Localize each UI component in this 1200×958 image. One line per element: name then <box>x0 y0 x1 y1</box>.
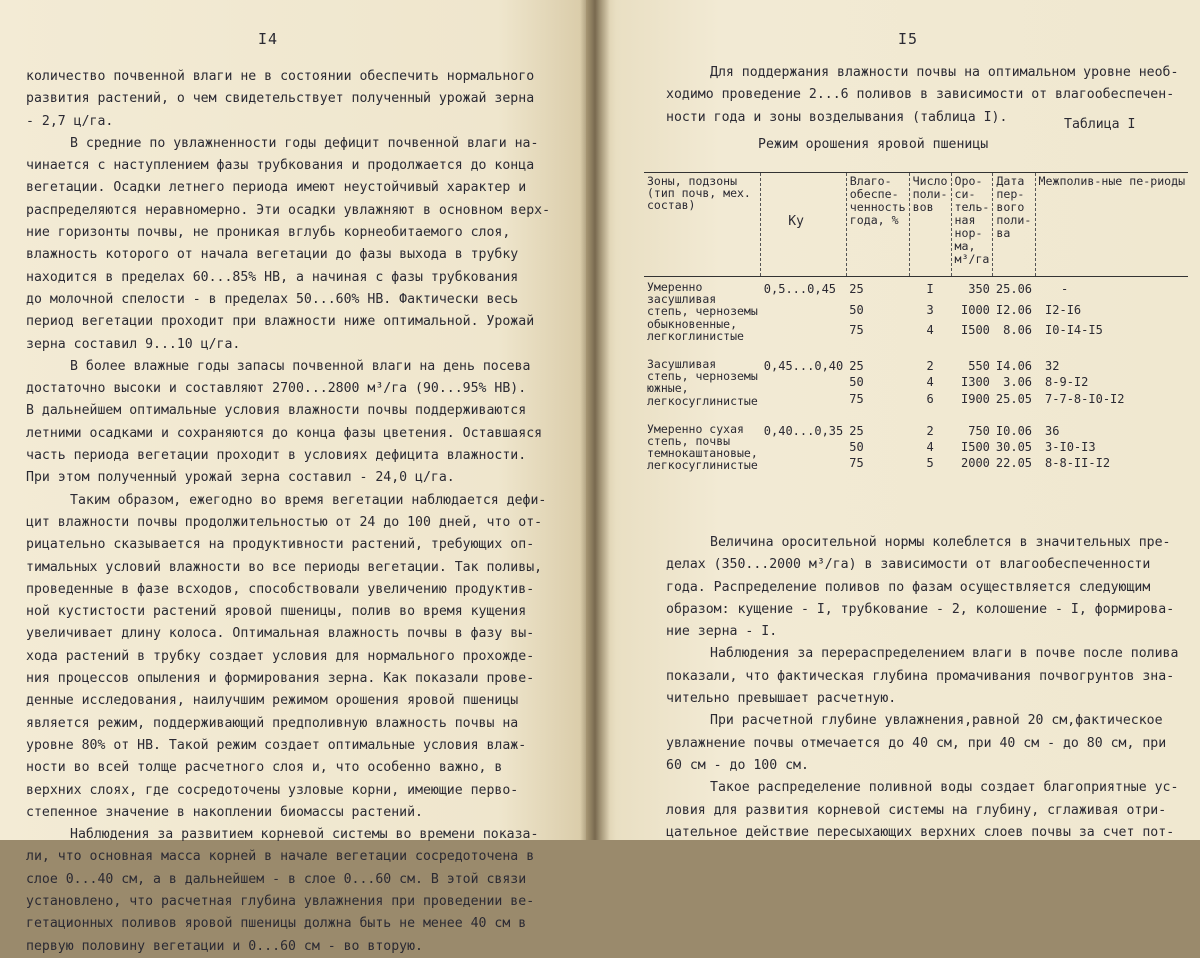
text-line: зерна составил 9...10 ц/га. <box>26 336 241 352</box>
left-page <box>0 0 586 954</box>
text-line: часть периода вегетации проходит в условиях дефицита влажности. <box>26 448 527 464</box>
norm-cell: 2000 <box>961 456 990 471</box>
text-line: показали, что фактическая глубина промачивания почвогрунтов зна- <box>666 668 1175 684</box>
text-line: Такое распределение поливной воды создает благоприятные ус- <box>710 780 1179 796</box>
moisture-cell: 25 <box>849 282 864 296</box>
moisture-cell: 25 <box>849 423 864 438</box>
ky-cell: 0,40...0,35 <box>763 423 844 438</box>
header-moisture: Влаго-обеспе-ченность года, % <box>846 173 909 277</box>
moisture-cell: 50 <box>849 303 864 318</box>
text-line: рицательно сказывается на продуктивности растений, требующих оп- <box>26 537 535 553</box>
interval-cell: I0-I4-I5 <box>1045 323 1103 338</box>
moisture-cell: 50 <box>849 440 864 455</box>
text-line: распределяются неравномерно. Эти осадки увлажняют в основном верх- <box>26 202 551 218</box>
ky-cell: 0,5...0,45 <box>763 282 837 296</box>
text-line: ния процессов опыления и формирования зерна. Как показали прове- <box>26 671 535 687</box>
header-intervals: Межполив-ные пе-риоды <box>1035 173 1188 277</box>
text-line: степенное значение в накоплении биомассы растений. <box>26 804 423 820</box>
norm-cell: I500 <box>961 323 990 338</box>
left-page-text <box>26 66 550 958</box>
text-line: цит влажности почвы продолжительностью от 24 до 100 дней, что от- <box>26 514 543 530</box>
text-line: года. Распределение поливов по фазам осуществляется следующим <box>666 579 1151 595</box>
page-number-right: I5 <box>898 30 919 48</box>
right-page-body <box>666 532 1186 844</box>
text-line: ности во всей толще расчетного слоя и, что особенно важно, в <box>26 760 503 776</box>
interval-cell: - <box>1061 282 1069 296</box>
text-line: образом: кущение - I, трубкование - 2, колошение - I, формирова- <box>666 601 1175 617</box>
text-line: ли, что основная масса корней в начале вегетации сосредоточена в <box>26 849 535 865</box>
text-line: Наблюдения за перераспределением влаги в почве после полива <box>710 646 1179 662</box>
count-cell: 5 <box>926 456 934 471</box>
moisture-cell: 50 <box>849 375 864 390</box>
interval-cell: I2-I6 <box>1045 303 1082 318</box>
count-cell: 4 <box>926 440 934 455</box>
text-line: При этом полученный урожай зерна составил - 24,0 ц/га. <box>26 470 455 486</box>
count-cell: 4 <box>926 323 934 338</box>
table-row <box>644 419 1188 439</box>
zone-cell: Засушливая степь, черноземы южные, легкосуглинистые <box>647 357 758 408</box>
book-gutter <box>580 0 610 840</box>
right-page <box>586 0 1200 840</box>
text-line: первую половину вегетации и 0...60 см - во вторую. <box>26 938 423 954</box>
text-line: развития растений, о чем свидетельствует полученный урожай зерна <box>26 91 535 107</box>
count-cell: 3 <box>926 303 934 318</box>
interval-cell: 8-9-I2 <box>1045 375 1089 390</box>
text-line: вегетации. Осадки летнего периода имеют неустойчивый характер и <box>26 180 527 196</box>
date-cell: 30.05 <box>995 440 1033 455</box>
ky-cell: 0,45...0,40 <box>763 359 844 374</box>
table-row <box>644 277 1188 303</box>
text-line: тимальных условий влажности во все периоды вегетации. Так поливы, <box>26 559 543 575</box>
moisture-cell: 75 <box>849 456 864 471</box>
date-cell: 25.05 <box>995 391 1033 406</box>
text-line: В средние по увлажненности годы дефицит почвенной влаги на- <box>70 135 539 151</box>
text-line: верхних слоях, где сосредоточены узловые корни, имеющие перво- <box>26 782 519 798</box>
date-cell: 22.05 <box>995 456 1033 471</box>
text-line: - 2,7 ц/га. <box>26 113 114 129</box>
count-cell: 2 <box>926 359 934 374</box>
text-line: уровне 80% от НВ. Такой режим создает оптимальные условия влаж- <box>26 737 527 753</box>
count-cell: I <box>926 282 934 296</box>
norm-cell: I000 <box>961 303 990 318</box>
text-line: слое 0...40 см, а в дальнейшем - в слое 0...60 см. В этой связи <box>26 871 527 887</box>
text-line: достаточно высоки и составляют 2700...2800 м³/га (90...95% НВ). <box>26 381 527 397</box>
text-line: гетационных поливов яровой пшеницы должна быть не менее 40 см в <box>26 916 527 932</box>
text-line: ние зерна - I. <box>666 624 778 640</box>
text-line: период вегетации проходит при влажности ниже оптимальной. Урожай <box>26 314 535 330</box>
text-line: 60 см - до 100 см. <box>666 757 809 773</box>
table-header-row <box>644 173 1188 277</box>
interval-cell: 8-8-II-I2 <box>1045 456 1111 471</box>
text-line: проведенные в фазе всходов, способствовали увеличению продуктив- <box>26 581 535 597</box>
interval-cell: 3-I0-I3 <box>1045 440 1096 455</box>
text-line: ходимо проведение 2...6 поливов в зависимости от влагообеспечен- <box>666 87 1175 103</box>
text-line: летними осадками и сохраняются до конца фазы цветения. Оставшаяся <box>26 425 543 441</box>
table-title: Режим орошения яровой пшеницы <box>758 137 989 152</box>
interval-cell: 32 <box>1045 359 1060 374</box>
header-date: Дата пер-вого поли-ва <box>993 173 1035 277</box>
header-norm: Оро-си-тель-ная нор-ма, м³/га <box>951 173 993 277</box>
moisture-cell: 75 <box>849 323 864 338</box>
count-cell: 6 <box>926 391 934 406</box>
zone-cell: Умеренно сухая степь, почвы темнокаштановые, легкосуглинистые <box>647 421 758 473</box>
norm-cell: I300 <box>961 375 990 390</box>
text-line: При расчетной глубине увлажнения,равной 20 см,фактическое <box>710 713 1163 729</box>
norm-cell: 750 <box>968 423 990 438</box>
text-line: до молочной спелости - в пределах 50...60% НВ. Фактически весь <box>26 291 519 307</box>
text-line: Наблюдения за развитием корневой системы во времени показа- <box>70 827 539 843</box>
moisture-cell: 75 <box>849 391 864 406</box>
page-number-left: I4 <box>258 30 279 48</box>
text-line: Таким образом, ежегодно во время вегетации наблюдается дефи- <box>70 492 547 508</box>
table-row <box>644 354 1188 374</box>
header-zone: Зоны, подзоны (тип почв, мех. состав) <box>647 174 751 213</box>
zone-cell: Умеренно засушливая степь, черноземы обыкновенные, легкоглинистые <box>647 280 758 343</box>
text-line: чинается с наступлением фазы трубкования и продолжается до конца <box>26 158 535 174</box>
text-line: увеличивает длину колоса. Оптимальная влажность почвы в фазу вы- <box>26 626 535 642</box>
count-cell: 4 <box>926 375 934 390</box>
date-cell: I4.06 <box>995 359 1033 374</box>
count-cell: 2 <box>926 423 934 438</box>
text-line: В дальнейшем оптимальные условия влажности почвы поддерживаются <box>26 403 527 419</box>
text-line: установлено, что расчетная глубина увлажнения при проведении ве- <box>26 893 535 909</box>
text-line: ние горизонты почвы, не проникая вглубь корнеобитаемого слоя, <box>26 225 511 241</box>
date-cell: I2.06 <box>995 303 1033 318</box>
text-line: Для поддержания влажности почвы на оптимальном уровне необ- <box>710 65 1179 80</box>
text-line: ной кустистости растений яровой пшеницы, полив во время кущения <box>26 604 527 620</box>
norm-cell: I500 <box>961 440 990 455</box>
text-line: денные исследования, наилучшим режимом орошения яровой пшеницы <box>26 693 519 709</box>
text-line: чительно превышает расчетную. <box>666 691 897 707</box>
date-cell: I0.06 <box>995 423 1033 438</box>
interval-cell: 36 <box>1045 423 1060 438</box>
header-count: Число поли-вов <box>909 173 951 277</box>
text-line: делах (350...2000 м³/га) в зависимости от влагообеспеченности <box>666 557 1151 573</box>
text-line: находится в пределах 60...85% НВ, а начиная с фазы трубкования <box>26 269 519 285</box>
irrigation-table <box>644 172 1188 472</box>
norm-cell: 350 <box>968 282 990 296</box>
text-line: количество почвенной влаги не в состоянии обеспечить нормального <box>26 69 535 84</box>
date-cell: 25.06 <box>995 282 1033 296</box>
text-line: цательное действие пересыхающих верхних слоев почвы за счет пот- <box>666 824 1175 840</box>
norm-cell: I900 <box>961 391 990 406</box>
date-cell: 3.06 <box>1003 375 1033 390</box>
text-line: Величина оросительной нормы колеблется в значительных пре- <box>710 535 1171 550</box>
interval-cell: 7-7-8-I0-I2 <box>1045 391 1125 406</box>
moisture-cell: 25 <box>849 359 864 374</box>
text-line: ности года и зоны возделывания (таблица I). <box>666 109 1008 125</box>
norm-cell: 550 <box>968 359 990 374</box>
date-cell: 8.06 <box>1003 323 1033 338</box>
text-line: влажность которого от начала вегетации до фазы выхода в трубку <box>26 247 519 263</box>
text-line: является режим, поддерживающий предполивную влажность почвы на <box>26 715 519 731</box>
text-line: В более влажные годы запасы почвенной влаги на день посева <box>70 358 531 374</box>
text-line: ловия для развития корневой системы на глубину, сглаживая отри- <box>666 802 1167 818</box>
text-line: хода растений в трубку создает условия для нормального прохожде- <box>26 648 535 664</box>
table-label: Таблица I <box>1064 117 1136 132</box>
text-line: увлажнение почвы отмечается до 40 см, при 40 см - до 80 см, при <box>666 735 1167 751</box>
header-ky: Kу <box>761 173 846 277</box>
